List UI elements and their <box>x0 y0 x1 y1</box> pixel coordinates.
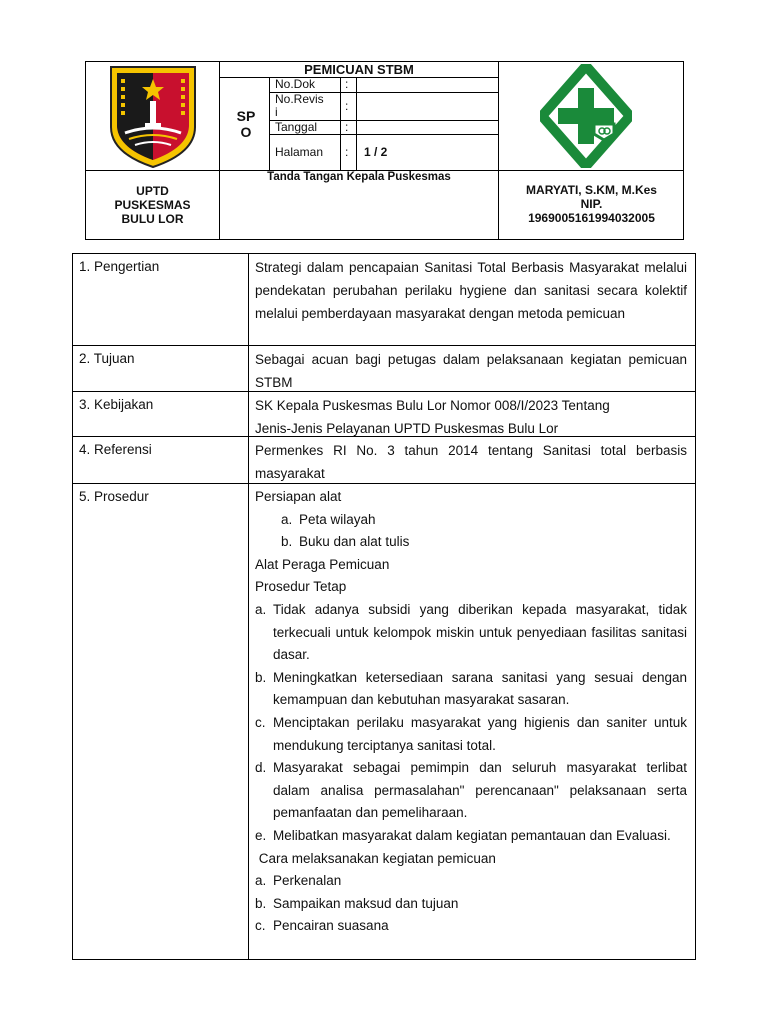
list-marker: a. <box>255 873 267 889</box>
row-label-referensi: 4. Referensi <box>79 442 152 457</box>
field-sep-divider <box>340 77 341 170</box>
head-nip-suffix: 5 <box>648 211 655 225</box>
list-text: Peta wilayah <box>299 511 376 527</box>
protap-title: Prosedur Tetap <box>255 579 347 595</box>
list-item <box>255 599 687 667</box>
list-item <box>255 870 687 893</box>
head-nip-number: 196900516199403200 <box>528 211 649 225</box>
table-row-referensi <box>73 436 695 484</box>
list-item <box>255 825 687 848</box>
head-name: MARYATI, S.KM, M.Kes <box>526 183 657 197</box>
row-text-kebijakan <box>255 394 687 440</box>
field-label-halaman: Halaman <box>275 145 324 159</box>
field-label-no-dok: No.Dok <box>275 77 316 91</box>
semarang-emblem-logo <box>107 65 199 169</box>
list-marker: c. <box>255 714 266 730</box>
list-marker: d. <box>255 760 267 776</box>
table-row-tujuan <box>73 345 695 392</box>
list-marker: a. <box>281 511 293 527</box>
procedure-table <box>72 253 696 960</box>
list-text: Buku dan alat tulis <box>299 534 410 550</box>
table-row-prosedur <box>73 483 695 960</box>
list-text: Menciptakan perilaku masyarakat yang higienis dan saniter untuk mendukung terciptanya sanitasi total. <box>273 714 687 753</box>
field-value-halaman: 1 / 2 <box>364 145 388 159</box>
list-text: Meningkatkan ketersediaan sarana sanitasi yang sesuai dengan kemampuan dan kebutuhan masyarakat sasaran. <box>273 669 687 708</box>
table-row-kebijakan <box>73 391 695 437</box>
list-item <box>255 893 687 916</box>
list-marker: c. <box>255 918 266 934</box>
puskesmas-logo <box>540 64 632 168</box>
list-item <box>255 915 687 938</box>
list-item <box>255 509 687 532</box>
list-text: Melibatkan masyarakat dalam kegiatan pemantauan dan Evaluasi. <box>273 827 671 843</box>
row-label-kebijakan: 3. Kebijakan <box>79 397 154 412</box>
list-text: Pencairan suasana <box>273 918 389 934</box>
kebijakan-line-1: SK Kepala Puskesmas Bulu Lor Nomor 008/I/2023 Tentang <box>255 398 610 413</box>
list-marker: e. <box>255 827 267 843</box>
head-info <box>499 183 684 225</box>
kebijakan-line-2: Jenis-Jenis Pelayanan UPTD Puskesmas Bulu Lor <box>255 421 559 436</box>
persiapan-title: Persiapan alat <box>255 489 342 504</box>
header-divider-left <box>219 62 220 240</box>
spo-divider <box>269 77 270 170</box>
header-title-underline <box>219 77 498 78</box>
field-label-tanggal: Tanggal <box>275 120 318 134</box>
list-marker: b. <box>281 534 293 550</box>
list-text: Perkenalan <box>273 873 342 889</box>
field-row-line <box>269 134 498 135</box>
list-marker: b. <box>255 669 267 685</box>
signature-label: Tanda Tangan Kepala Puskesmas <box>267 171 451 183</box>
spo-label: SP O <box>236 108 256 140</box>
alat-peraga-title: Alat Peraga Pemicuan <box>255 556 390 572</box>
cara-title: Cara melaksanakan kegiatan pemicuan <box>255 850 496 866</box>
field-label-no-revisi: No.Revis i <box>275 92 324 119</box>
list-marker: a. <box>255 601 267 617</box>
document-title: PEMICUAN STBM <box>304 62 414 77</box>
list-text: Sampaikan maksud dan tujuan <box>273 895 459 911</box>
list-item <box>255 667 687 712</box>
row-label-prosedur: 5. Prosedur <box>79 489 149 504</box>
field-sep: : <box>345 77 349 91</box>
row-label-tujuan: 2. Tujuan <box>79 351 135 366</box>
field-value-divider <box>356 77 357 170</box>
list-item <box>255 712 687 757</box>
organization-name: UPTD PUSKESMAS BULU LOR <box>114 184 191 226</box>
list-item <box>255 531 687 554</box>
row-content-prosedur <box>255 486 687 938</box>
field-sep: : <box>345 99 349 113</box>
list-text: Masyarakat sebagai pemimpin dan seluruh masyarakat terlibat dalam analisa permasalahan" perencanaan" pelaksanaan serta pemanfaatan dan pemeliharaan. <box>273 760 687 821</box>
row-text-pengertian: Strategi dalam pencapaian Sanitasi Total Berbasis Masyarakat melalui pendekatan perubahan perilaku hygiene dan sanitasi secara kolektif melalui pemberdayaan masyarakat dengan metoda pemicuan <box>255 260 687 321</box>
row-text-referensi: Permenkes RI No. 3 tahun 2014 tentang Sanitasi total berbasis masyarakat <box>255 443 687 481</box>
row-text-tujuan: Sebagai acuan bagi petugas dalam pelaksanaan kegiatan pemicuan STBM <box>255 352 687 390</box>
row-label-pengertian: 1. Pengertian <box>79 259 160 274</box>
head-nip <box>499 211 684 225</box>
table-row-pengertian <box>73 254 695 346</box>
field-sep: : <box>345 120 349 134</box>
head-nip-label: NIP. <box>580 197 603 211</box>
list-item <box>255 757 687 825</box>
document-header <box>85 61 684 240</box>
list-marker: b. <box>255 895 267 911</box>
field-sep: : <box>345 145 349 159</box>
list-text: Tidak adanya subsidi yang diberikan kepada masyarakat, tidak terkecuali untuk kelompok miskin untuk penyediaan fasilitas sanitasi dasar. <box>273 601 687 663</box>
